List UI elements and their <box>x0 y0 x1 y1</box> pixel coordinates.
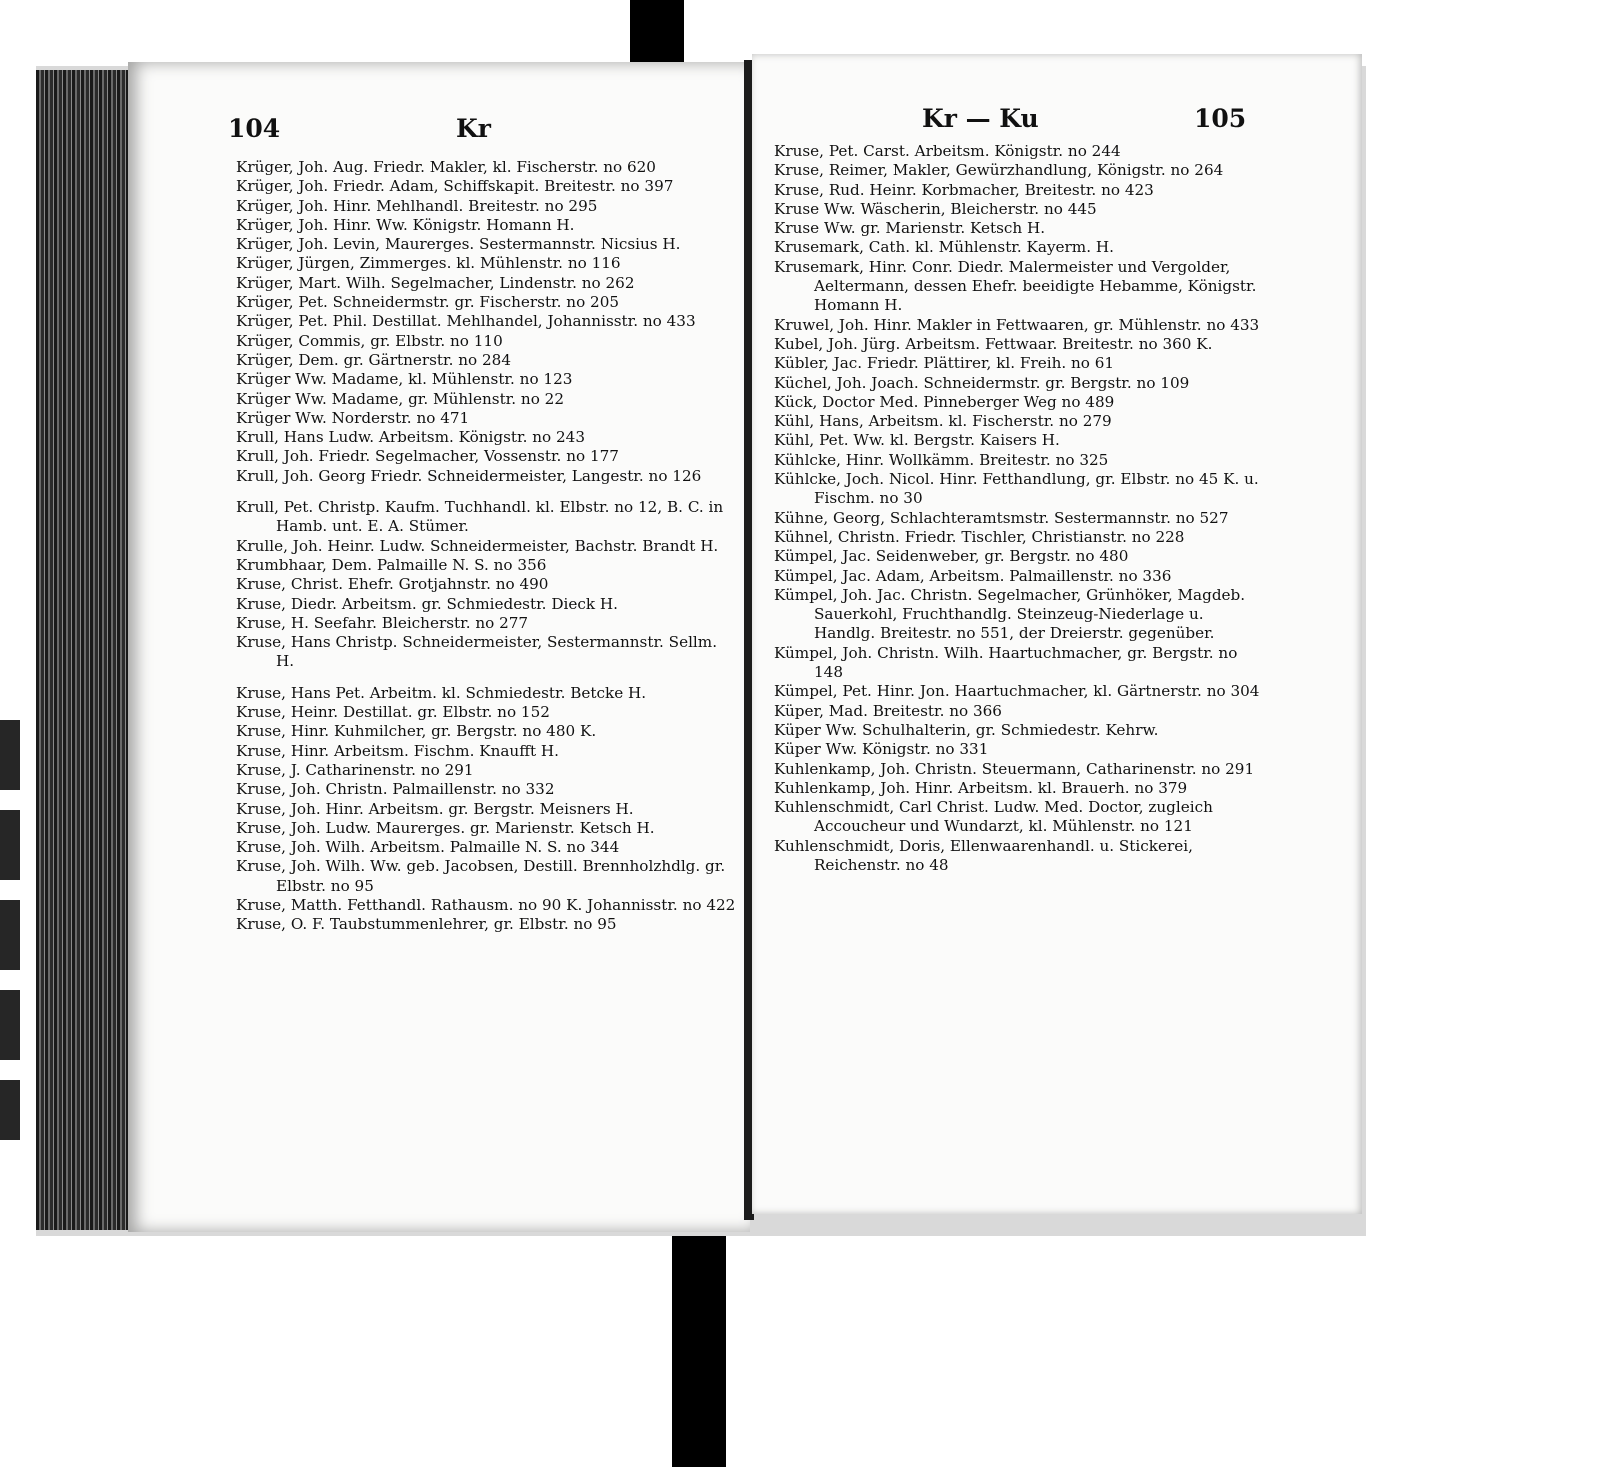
list-item: Kühlcke, Joch. Nicol. Hinr. Fetthandlung, gr. Elbstr. no 45 K. u. Fischm. no 30 <box>774 470 1259 508</box>
list-item: Kruse, Joh. Wilh. Arbeitsm. Palmaille N. S. no 344 <box>236 838 620 857</box>
list-item: Kühlcke, Hinr. Wollkämm. Breitestr. no 325 <box>774 450 1109 469</box>
list-item: Kuhlenschmidt, Doris, Ellenwaarenhandl. u. Stickerei, Reichenstr. no 48 <box>774 836 1193 874</box>
list-item: Kuhlenkamp, Joh. Christn. Steuermann, Catharinenstr. no 291 <box>774 759 1255 778</box>
list-item: Kruse, Hans Pet. Arbeitm. kl. Schmiedestr. Betcke H. <box>236 683 647 702</box>
list-item: Krüger, Mart. Wilh. Segelmacher, Lindenstr. no 262 <box>236 273 635 292</box>
list-item: Krull, Joh. Friedr. Segelmacher, Vossenstr. no 177 <box>236 447 619 466</box>
right-page-header: Kr — Ku <box>922 104 1039 133</box>
binding-strip-top <box>630 0 684 70</box>
list-item: Kruse, Christ. Ehefr. Grotjahnstr. no 490 <box>236 575 549 594</box>
list-item: Krüger, Dem. gr. Gärtnerstr. no 284 <box>236 350 511 369</box>
list-item: Kümpel, Jac. Adam, Arbeitsm. Palmaillenstr. no 336 <box>774 566 1172 585</box>
list-item: Kruse, H. Seefahr. Bleicherstr. no 277 <box>236 613 529 632</box>
left-page-number: 104 <box>228 114 281 143</box>
list-item: Kruse, Joh. Ludw. Maurerges. gr. Marienstr. Ketsch H. <box>236 818 655 837</box>
side-label-strip <box>0 720 20 1140</box>
list-item: Krumbhaar, Dem. Palmaille N. S. no 356 <box>236 555 547 574</box>
list-item: Kruse, Reimer, Makler, Gewürzhandlung, Königstr. no 264 <box>774 161 1224 180</box>
list-item: Küchel, Joh. Joach. Schneidermstr. gr. Bergstr. no 109 <box>774 373 1190 392</box>
list-item: Krüger, Pet. Schneidermstr. gr. Fischerstr. no 205 <box>236 293 620 312</box>
list-item: Krull, Pet. Christp. Kaufm. Tuchhandl. kl. Elbstr. no 12, B. C. in Hamb. unt. E. A. Stümer. <box>236 498 724 536</box>
list-item: Krulle, Joh. Heinr. Ludw. Schneidermeister, Bachstr. Brandt H. <box>236 536 719 555</box>
list-item: Krüger Ww. Norderstr. no 471 <box>236 408 470 427</box>
list-item: Kümpel, Jac. Seidenweber, gr. Bergstr. no 480 <box>774 547 1129 566</box>
list-item: Kuhlenkamp, Joh. Hinr. Arbeitsm. kl. Brauerh. no 379 <box>774 778 1188 797</box>
list-item: Krusemark, Cath. kl. Mühlenstr. Kayerm. H. <box>774 238 1114 257</box>
list-item: Kruse, Matth. Fetthandl. Rathausm. no 90 K. Johannisstr. no 422 <box>236 895 736 914</box>
list-item: Kruse, Joh. Hinr. Arbeitsm. gr. Bergstr. Meisners H. <box>236 799 634 818</box>
list-item: Kümpel, Joh. Christn. Wilh. Haartuchmacher, gr. Bergstr. no 148 <box>774 643 1238 682</box>
list-item: Kümpel, Pet. Hinr. Jon. Haartuchmacher, kl. Gärtnerstr. no 304 <box>774 682 1260 701</box>
list-item: Kruse Ww. gr. Marienstr. Ketsch H. <box>774 219 1046 238</box>
list-item: Krüger, Joh. Levin, Maurerges. Sestermannstr. Nicsius H. <box>236 235 681 254</box>
list-item: Küper Ww. Königstr. no 331 <box>774 740 989 759</box>
right-page <box>752 54 1362 1214</box>
list-item: Krüger, Joh. Hinr. Mehlhandl. Breitestr. no 295 <box>236 196 598 215</box>
list-item: Krüger Ww. Madame, kl. Mühlenstr. no 123 <box>236 370 573 389</box>
list-item: Krüger, Joh. Aug. Friedr. Makler, kl. Fischerstr. no 620 <box>236 158 656 176</box>
list-item: Krüger, Joh. Friedr. Adam, Schiffskapit. Breitestr. no 397 <box>236 177 674 196</box>
list-item: Krüger, Joh. Hinr. Ww. Königstr. Homann H. <box>236 215 575 234</box>
list-item: Kruse, Pet. Carst. Arbeitsm. Königstr. no 244 <box>774 142 1121 160</box>
list-item: Kübler, Jac. Friedr. Plättirer, kl. Freih. no 61 <box>774 354 1115 373</box>
list-item: Kubel, Joh. Jürg. Arbeitsm. Fettwaar. Breitestr. no 360 K. <box>774 334 1213 353</box>
list-item: Krüger Ww. Madame, gr. Mühlenstr. no 22 <box>236 389 565 408</box>
list-item: Kümpel, Joh. Jac. Christn. Segelmacher, Grünhöker, Magdeb. Sauerkohl, Fruchthandlg. Steinzeug-Niederlage u. Handlg. Breitestr. no 551, der Dreierstr. gegenüber. <box>774 585 1246 643</box>
left-page <box>128 62 750 1232</box>
list-item: Kruse, Joh. Christn. Palmaillenstr. no 332 <box>236 780 555 799</box>
list-item: Kühl, Pet. Ww. kl. Bergstr. Kaisers H. <box>774 431 1060 450</box>
list-item: Kruse, Heinr. Destillat. gr. Elbstr. no 152 <box>236 703 550 722</box>
list-item: Kruse, Hinr. Arbeitsm. Fischm. Knaufft H. <box>236 741 559 760</box>
list-item: Kruse, Rud. Heinr. Korbmacher, Breitestr. no 423 <box>774 180 1154 199</box>
list-item: Kruse Ww. Wäscherin, Bleicherstr. no 445 <box>774 199 1097 218</box>
list-item: Kuhlenschmidt, Carl Christ. Ludw. Med. Doctor, zugleich Accoucheur und Wundarzt, kl. Mühlenstr. no 121 <box>774 798 1213 836</box>
list-item: Krüger, Pet. Phil. Destillat. Mehlhandel, Johannisstr. no 433 <box>236 312 696 331</box>
left-page-header: Kr <box>456 114 491 143</box>
list-item: Krusemark, Hinr. Conr. Diedr. Malermeister und Vergolder, Aeltermann, dessen Ehefr. beeidigte Hebamme, Königstr. Homann H. <box>774 257 1257 315</box>
list-item: Kühnel, Christn. Friedr. Tischler, Christianstr. no 228 <box>774 527 1185 546</box>
right-entry-list <box>774 142 1269 875</box>
list-item: Küper, Mad. Breitestr. no 366 <box>774 701 1002 720</box>
list-item: Kühne, Georg, Schlachteramtsmstr. Sestermannstr. no 527 <box>774 508 1229 527</box>
list-item: Kruse, Diedr. Arbeitsm. gr. Schmiedestr. Dieck H. <box>236 594 618 613</box>
list-item: Krüger, Jürgen, Zimmerges. kl. Mühlenstr. no 116 <box>236 254 621 273</box>
list-item: Kruse, Joh. Wilh. Ww. geb. Jacobsen, Destill. Brennholzhdlg. gr. Elbstr. no 95 <box>236 857 726 895</box>
list-item: Krull, Hans Ludw. Arbeitsm. Königstr. no 243 <box>236 428 585 447</box>
list-item: Kühl, Hans, Arbeitsm. kl. Fischerstr. no 279 <box>774 412 1112 431</box>
list-item: Kück, Doctor Med. Pinneberger Weg no 489 <box>774 392 1115 411</box>
list-item: Krull, Joh. Georg Friedr. Schneidermeister, Langestr. no 126 <box>236 466 702 485</box>
list-item: Kruwel, Joh. Hinr. Makler in Fettwaaren, gr. Mühlenstr. no 433 <box>774 315 1260 334</box>
list-item: Küper Ww. Schulhalterin, gr. Schmiedestr. Kehrw. <box>774 720 1159 739</box>
list-item: Kruse, O. F. Taubstummenlehrer, gr. Elbstr. no 95 <box>236 915 617 934</box>
list-item: Kruse, Hans Christp. Schneidermeister, Sestermannstr. Sellm. H. <box>236 633 718 671</box>
book-page-edges <box>36 70 134 1230</box>
right-page-number: 105 <box>1194 104 1247 133</box>
list-item: Kruse, Hinr. Kuhmilcher, gr. Bergstr. no 480 K. <box>236 722 597 741</box>
binding-strip-bottom <box>672 1222 726 1467</box>
left-entry-list <box>236 158 736 935</box>
list-item: Kruse, J. Catharinenstr. no 291 <box>236 760 474 779</box>
list-item: Krüger, Commis, gr. Elbstr. no 110 <box>236 331 503 350</box>
